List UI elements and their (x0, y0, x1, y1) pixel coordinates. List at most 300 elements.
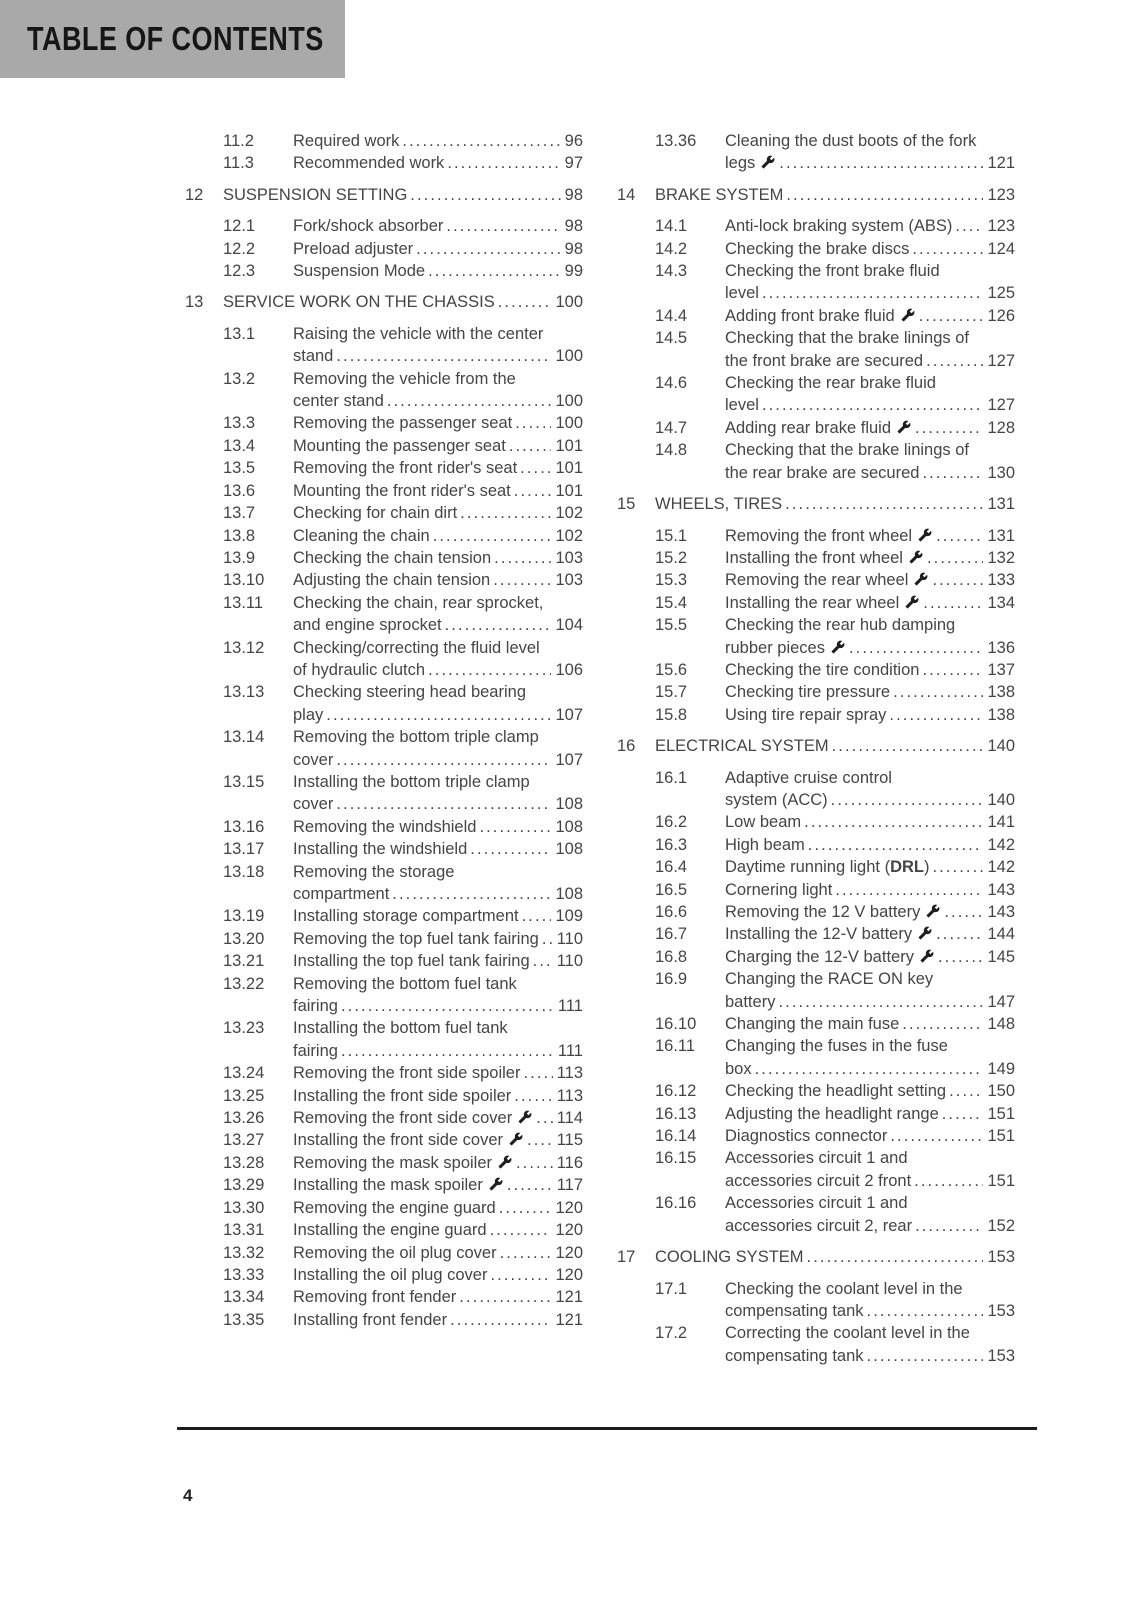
entry-number: 13.14 (223, 728, 265, 747)
entry-page-number: 147 (987, 992, 1015, 1011)
section-title: COOLING SYSTEM (655, 1248, 804, 1267)
entry-number: 13.29 (223, 1176, 265, 1195)
entry-title-text: ) (924, 858, 930, 877)
entry-page-number: 134 (987, 593, 1015, 612)
section-title: WHEELS, TIRES (655, 495, 783, 514)
entry-number: 13.16 (223, 817, 265, 836)
entry-title-line: Installing storage compartment (293, 907, 519, 926)
toc-entry (655, 327, 1015, 372)
entry-title-line: Removing the storage (293, 862, 455, 881)
entry-title-line: Installing the top fuel tank fairing (293, 952, 530, 971)
dot-leader (932, 569, 983, 591)
entry-page-number: 124 (987, 239, 1015, 258)
entry-title-line: Checking the front brake fluid (725, 262, 940, 281)
toc-entry (655, 767, 1015, 812)
toc-entry (223, 1152, 583, 1174)
entry-title-line: Checking the coolant level in the (725, 1279, 963, 1298)
toc-entry (655, 1278, 1015, 1323)
entry-number: 13.4 (223, 436, 256, 455)
wrench-icon (900, 308, 916, 322)
entry-title-line: of hydraulic clutch (293, 660, 426, 679)
entry-number: 13.30 (223, 1198, 265, 1217)
entry-number: 16.13 (655, 1104, 697, 1123)
entry-page-number: 96 (564, 132, 583, 150)
entry-title-line: Cleaning the chain (293, 526, 430, 545)
entry-title-line: Adjusting the headlight range (725, 1104, 939, 1123)
entry-page-number: 104 (555, 616, 583, 635)
toc-entry (223, 838, 583, 860)
dot-leader (912, 238, 983, 260)
dot-leader (527, 1129, 553, 1151)
entry-page-number: 101 (555, 459, 583, 478)
entry-title-line: Checking the rear brake fluid (725, 374, 936, 393)
dot-leader (416, 238, 560, 260)
entry-number: 14.7 (655, 418, 688, 437)
entry-title-line: cover (293, 795, 334, 814)
dot-leader (490, 1264, 551, 1286)
dot-leader (533, 950, 553, 972)
dot-leader (849, 637, 983, 659)
entry-title-line: fairing (293, 997, 338, 1016)
entry-title-line: Removing the front rider's seat (293, 459, 518, 478)
entry-page-number: 111 (557, 1041, 583, 1060)
entry-title-line: and engine sprocket (293, 616, 442, 635)
entry-page-number: 141 (987, 813, 1015, 832)
entry-title-line: Installing the 12-V battery (725, 923, 933, 945)
entry-title-line: compartment (293, 885, 390, 903)
entry-page-number: 103 (555, 571, 583, 590)
entry-page-number: 152 (987, 1216, 1015, 1235)
toc-entry (223, 726, 583, 771)
toc-entry (223, 1107, 583, 1129)
entry-page-number: 131 (987, 495, 1015, 514)
toc-entry (223, 1286, 583, 1308)
entry-title-line: Changing the RACE ON key (725, 970, 934, 989)
entry-page-number: 101 (555, 481, 583, 500)
entry-title-line: Removing the front wheel (725, 525, 933, 547)
toc-column-left (185, 130, 583, 1367)
toc-section-heading (185, 291, 583, 313)
entry-number: 13.6 (223, 481, 256, 500)
entry-page-number: 111 (557, 997, 583, 1016)
entry-page-number: 110 (556, 929, 583, 948)
dot-leader (902, 1013, 983, 1035)
section-title: ELECTRICAL SYSTEM (655, 737, 829, 756)
dot-leader (516, 1152, 553, 1174)
toc-entry (223, 928, 583, 950)
entry-number: 13.32 (223, 1243, 265, 1262)
entry-title-line: Fork/shock absorber (293, 217, 444, 236)
entry-number: 13.19 (223, 907, 265, 926)
toc-entry (223, 525, 583, 547)
entry-number: 16.15 (655, 1149, 697, 1168)
entry-title-line: Anti-lock braking system (ABS) (725, 217, 953, 236)
toc-entry (223, 771, 583, 816)
entry-number: 12.2 (223, 239, 256, 258)
toc-entry (655, 681, 1015, 703)
entry-title-line: Installing the mask spoiler (293, 1174, 504, 1196)
page-header (0, 0, 345, 78)
entry-number: 13.18 (223, 862, 265, 881)
entry-title-line: Raising the vehicle with the center (293, 324, 544, 343)
dot-leader (835, 879, 983, 901)
dot-leader (509, 435, 552, 457)
dot-leader (949, 1080, 983, 1102)
entry-title-line: Checking/correcting the fluid level (293, 638, 540, 657)
entry-number: 13.31 (223, 1221, 265, 1240)
entry-title-line: Cornering light (725, 880, 833, 899)
entry-number: 14.5 (655, 329, 688, 348)
entry-title-line: Installing the rear wheel (725, 592, 920, 614)
wrench-icon (919, 949, 935, 963)
entry-page-number: 100 (555, 347, 583, 366)
entry-number: 15.2 (655, 548, 688, 567)
entry-page-number: 153 (987, 1346, 1015, 1365)
entry-title-line: level (725, 396, 759, 415)
entry-page-number: 98 (564, 185, 583, 204)
entry-number: 12.1 (223, 217, 256, 236)
toc-entry (223, 260, 583, 282)
entry-page-number: 137 (987, 660, 1015, 679)
entry-title-line: Preload adjuster (293, 239, 414, 258)
page-number: 4 (183, 1486, 193, 1505)
toc-entry (223, 323, 583, 368)
dot-leader (936, 525, 983, 547)
toc-entry (655, 879, 1015, 901)
dot-leader (493, 569, 551, 591)
toc-entry (655, 547, 1015, 569)
entry-title-line: stand (293, 347, 334, 366)
section-number: 13 (185, 293, 204, 312)
dot-leader (955, 215, 983, 237)
entry-number: 17.1 (655, 1279, 688, 1298)
toc-entry (223, 950, 583, 972)
dot-leader (867, 1345, 984, 1367)
entry-page-number: 123 (987, 217, 1015, 236)
dot-leader (341, 995, 554, 1017)
dot-leader (514, 1085, 552, 1107)
entry-title-line: compensating tank (725, 1301, 864, 1320)
dot-leader (428, 260, 561, 282)
entry-title-line: Accessories circuit 1 and (725, 1149, 908, 1168)
entry-page-number: 142 (987, 858, 1015, 877)
wrench-icon (896, 420, 912, 434)
toc-entry (655, 946, 1015, 968)
dot-leader (450, 1309, 551, 1331)
entry-number: 16.5 (655, 880, 688, 899)
entry-number: 14.6 (655, 374, 688, 393)
toc-entry (655, 1147, 1015, 1192)
dot-leader (914, 1170, 983, 1192)
dot-leader (938, 946, 984, 968)
entry-title-line: Checking the rear hub damping (725, 616, 956, 635)
entry-title-line: Cleaning the dust boots of the fork (725, 132, 977, 150)
entry-number: 16.10 (655, 1015, 697, 1034)
dot-leader (919, 305, 984, 327)
entry-title-line: fairing (293, 1041, 338, 1060)
toc-entry (655, 659, 1015, 681)
entry-title-line: Accessories circuit 1 and (725, 1194, 908, 1213)
entry-number: 13.7 (223, 504, 256, 523)
entry-page-number: 120 (555, 1221, 583, 1240)
entry-title-line: play (293, 705, 324, 724)
dot-leader (520, 457, 551, 479)
entry-title-line: Changing the main fuse (725, 1015, 900, 1034)
toc-entry (655, 215, 1015, 237)
entry-title-line: the front brake are secured (725, 351, 924, 370)
entry-number: 16.12 (655, 1082, 697, 1101)
entry-title-line (725, 856, 930, 878)
entry-page-number: 140 (987, 790, 1015, 809)
dot-leader (387, 390, 552, 412)
entry-number: 13.5 (223, 459, 256, 478)
dot-leader (402, 130, 560, 152)
section-number: 14 (617, 185, 636, 204)
entry-title-line: High beam (725, 835, 805, 854)
dot-leader (336, 793, 551, 815)
entry-title-text: Daytime running light ( (725, 858, 891, 877)
entry-title-line: Low beam (725, 813, 802, 832)
toc-entry (223, 1174, 583, 1196)
toc-column-right (617, 130, 1015, 1367)
dot-leader (336, 345, 551, 367)
dot-leader (490, 1219, 552, 1241)
entry-title-line: Removing the bottom triple clamp (293, 728, 539, 747)
entry-number: 13.25 (223, 1086, 265, 1105)
entry-number: 15.3 (655, 571, 688, 590)
entry-number: 15.7 (655, 683, 688, 702)
entry-title-line: Removing the vehicle from the (293, 369, 516, 388)
entry-title-line: legs (725, 152, 776, 174)
entry-number: 13.1 (223, 324, 256, 343)
entry-title-line: Adding rear brake fluid (725, 417, 912, 439)
entry-title-line: Checking the headlight setting (725, 1082, 947, 1101)
entry-title-line: Checking steering head bearing (293, 683, 526, 702)
toc-entry (223, 905, 583, 927)
entry-title-line: Removing the engine guard (293, 1198, 496, 1217)
dot-leader (494, 547, 551, 569)
entry-title-line: Checking for chain dirt (293, 504, 458, 523)
entry-number: 13.26 (223, 1109, 265, 1128)
dot-leader (341, 1040, 554, 1062)
entry-page-number: 113 (556, 1064, 583, 1083)
entry-number: 11.3 (223, 154, 254, 173)
entry-title-line: rubber pieces (725, 637, 846, 659)
toc-entry (655, 614, 1015, 659)
toc-entry (223, 502, 583, 524)
toc-entry (655, 439, 1015, 484)
toc-entry (655, 372, 1015, 417)
dot-leader (807, 1246, 984, 1268)
dot-leader (804, 811, 983, 833)
entry-page-number: 102 (555, 504, 583, 523)
wrench-icon (517, 1110, 533, 1124)
entry-number: 16.2 (655, 813, 688, 832)
toc-entry (655, 1322, 1015, 1367)
toc-entry (655, 1103, 1015, 1125)
entry-number: 15.5 (655, 616, 688, 635)
toc-entry (655, 417, 1015, 439)
entry-title-line: Removing the rear wheel (725, 569, 929, 591)
dot-leader (514, 480, 552, 502)
entry-number: 13.12 (223, 638, 265, 657)
entry-number: 17.2 (655, 1324, 688, 1343)
entry-number: 13.17 (223, 840, 265, 859)
toc-section-heading (617, 493, 1015, 515)
dot-leader (786, 184, 983, 206)
entry-page-number: 117 (556, 1176, 583, 1195)
toc-entry (223, 681, 583, 726)
section-number: 17 (617, 1248, 636, 1267)
toc-entry (655, 704, 1015, 726)
entry-title-line: Changing the fuses in the fuse (725, 1037, 948, 1056)
dot-leader (762, 282, 984, 304)
toc-entry (223, 435, 583, 457)
dot-leader (832, 735, 984, 757)
entry-page-number: 113 (556, 1086, 583, 1105)
dot-leader (893, 681, 983, 703)
entry-number: 13.34 (223, 1288, 265, 1307)
toc-content (185, 130, 1015, 1367)
entry-number: 16.14 (655, 1127, 697, 1146)
dot-leader (542, 928, 553, 950)
dot-leader (927, 547, 984, 569)
entry-title-line: Checking the brake discs (725, 239, 910, 258)
toc-entry (655, 569, 1015, 591)
entry-title-line: Correcting the coolant level in the (725, 1324, 970, 1343)
entry-title-line: Removing the bottom fuel tank (293, 974, 517, 993)
dot-leader (523, 1062, 552, 1084)
entry-title-line: Removing the mask spoiler (293, 1152, 513, 1174)
wrench-icon (904, 595, 920, 609)
toc-entry (223, 1197, 583, 1219)
entry-number: 13.35 (223, 1310, 265, 1329)
entry-page-number: 148 (987, 1015, 1015, 1034)
dot-leader (831, 789, 984, 811)
entry-number: 15.6 (655, 660, 688, 679)
entry-title-line: Installing front fender (293, 1310, 448, 1329)
entry-title-line: Installing the engine guard (293, 1221, 487, 1240)
dot-leader (459, 1286, 551, 1308)
entry-page-number: 133 (987, 571, 1015, 590)
entry-title-line: Installing the oil plug cover (293, 1265, 488, 1284)
dot-leader (410, 184, 560, 206)
dot-leader (779, 152, 983, 174)
entry-title-line: Charging the 12-V battery (725, 946, 935, 968)
dot-leader (808, 834, 984, 856)
toc-entry (223, 592, 583, 637)
dot-leader (522, 905, 552, 927)
entry-number: 15.1 (655, 526, 688, 545)
section-number: 16 (617, 737, 636, 756)
dot-leader (392, 883, 551, 905)
entry-page-number: 107 (555, 750, 583, 769)
entry-page-number: 127 (987, 396, 1015, 415)
wrench-icon (830, 640, 846, 654)
dot-leader (923, 592, 983, 614)
entry-number: 16.1 (655, 768, 688, 787)
toc-entry (655, 305, 1015, 327)
entry-page-number: 99 (564, 262, 583, 281)
entry-title-line: Checking that the brake linings of (725, 441, 969, 460)
entry-page-number: 97 (564, 154, 583, 173)
entry-title-line: Adaptive cruise control (725, 768, 892, 787)
entry-title-line: Removing the front side cover (293, 1107, 533, 1129)
toc-entry (223, 1309, 583, 1331)
toc-entry (655, 923, 1015, 945)
entry-number: 13.13 (223, 683, 265, 702)
toc-entry (655, 1125, 1015, 1147)
entry-page-number: 121 (987, 154, 1015, 173)
page-title: TABLE OF CONTENTS (27, 20, 324, 57)
entry-page-number: 127 (987, 351, 1015, 370)
entry-title-line: compensating tank (725, 1346, 864, 1365)
dot-leader (778, 991, 983, 1013)
entry-number: 15.8 (655, 705, 688, 724)
dot-leader (915, 417, 983, 439)
toc-entry (655, 1035, 1015, 1080)
entry-title-line: Checking that the brake linings of (725, 329, 969, 348)
entry-title-line: Checking tire pressure (725, 683, 891, 702)
wrench-icon (925, 904, 941, 918)
entry-title-line: Suspension Mode (293, 262, 426, 281)
entry-number: 16.11 (655, 1037, 696, 1056)
entry-title-line: Removing the passenger seat (293, 414, 513, 433)
entry-page-number: 102 (555, 526, 583, 545)
toc-entry (655, 260, 1015, 305)
dot-leader (499, 1197, 552, 1219)
entry-page-number: 138 (987, 705, 1015, 724)
entry-title-line: Installing the front wheel (725, 547, 924, 569)
entry-title-line: Removing the 12 V battery (725, 901, 941, 923)
dot-leader (922, 659, 983, 681)
entry-title-line: Mounting the passenger seat (293, 436, 506, 455)
entry-page-number: 116 (556, 1153, 583, 1172)
dot-leader (755, 1058, 984, 1080)
wrench-icon (760, 155, 776, 169)
entry-title-line: Installing the bottom fuel tank (293, 1019, 508, 1038)
wrench-icon (908, 550, 924, 564)
entry-number: 11.2 (223, 132, 254, 150)
entry-title-line: box (725, 1059, 752, 1078)
entry-title-line: Diagnostics connector (725, 1127, 888, 1146)
dot-leader (922, 462, 983, 484)
entry-page-number: 98 (564, 217, 583, 236)
toc-entry (655, 525, 1015, 547)
toc-entry (223, 1062, 583, 1084)
entry-page-number: 120 (555, 1243, 583, 1262)
dot-leader (762, 394, 984, 416)
dot-leader (867, 1300, 984, 1322)
dot-leader (498, 291, 552, 313)
toc-entry (655, 130, 1015, 175)
entry-number: 13.27 (223, 1131, 265, 1150)
toc-entry (223, 1242, 583, 1264)
dot-leader (889, 704, 983, 726)
entry-number: 12.3 (223, 262, 256, 281)
section-title: BRAKE SYSTEM (655, 185, 784, 204)
entry-page-number: 151 (987, 1104, 1015, 1123)
toc-entry (223, 480, 583, 502)
toc-entry (223, 547, 583, 569)
entry-title-line: Mounting the front rider's seat (293, 481, 511, 500)
entry-number: 13.3 (223, 414, 256, 433)
toc-entry (223, 238, 583, 260)
toc-entry (655, 834, 1015, 856)
entry-title-line: Removing the windshield (293, 817, 477, 836)
entry-title-line: system (ACC) (725, 790, 828, 809)
entry-title-line: accessories circuit 2 front (725, 1171, 912, 1190)
